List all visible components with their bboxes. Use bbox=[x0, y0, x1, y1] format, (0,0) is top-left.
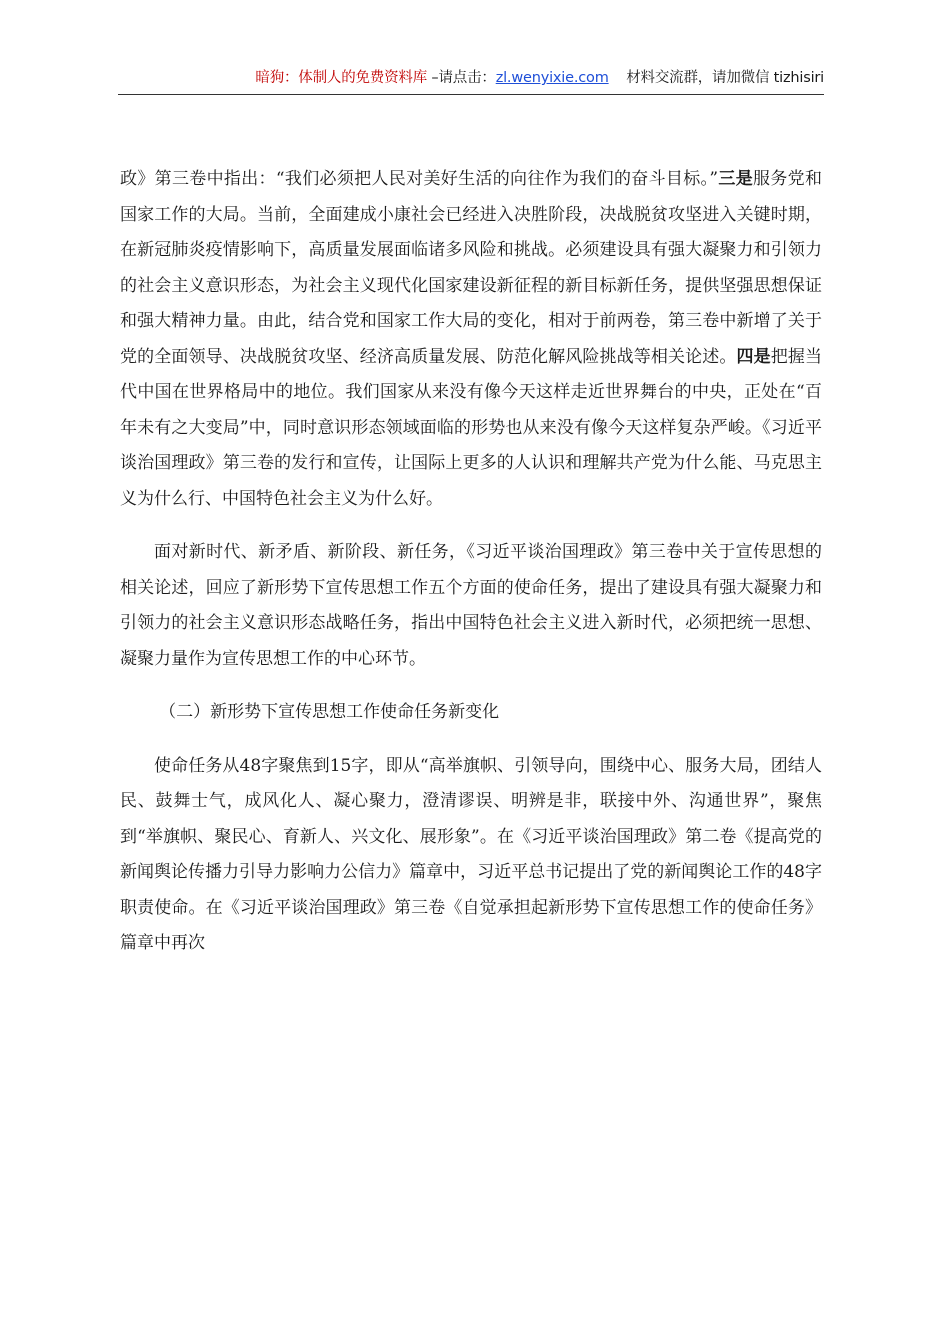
paragraph-2: 面对新时代、新矛盾、新阶段、新任务，《习近平谈治国理政》第三卷中关于宣传思想的相关论述，回应了新形势下宣传思想工作五个方面的使命任务，提出了建设具有强大凝聚力和引领力的社会主义意识形态战略任务，指出中国特色社会主义进入新时代，必须把统一思想、凝聚力量作为宣传思想工作的中心环节。 bbox=[120, 542, 822, 669]
paragraph-1-text-a: 政》第三卷中指出：“我们必须把人民对美好生活的向往作为我们的奋斗目标。” bbox=[120, 169, 719, 189]
header-group-text: 材料交流群，请加微信 tizhisiri bbox=[608, 70, 824, 86]
paragraph-1 bbox=[120, 162, 822, 517]
paragraph-1-text-b: 服务党和国家工作的大局。当前，全面建成小康社会已经进入决胜阶段，决战脱贫攻坚进入关键时期，在新冠肺炎疫情影响下，高质量发展面临诸多风险和挑战。必须建设具有强大凝聚力和引领力的社会主义意识形态，为社会主义现代化国家建设新征程的新目标新任务，提供坚强思想保证和强大精神力量。由此，结合党和国家工作大局的变化，相对于前两卷，第三卷中新增了关于党的全面领导、决战脱贫攻坚、经济高质量发展、防范化解风险挑战等相关论述。 bbox=[120, 169, 823, 367]
paragraph-1-bold-4: 四是 bbox=[736, 346, 771, 367]
page-header bbox=[118, 66, 824, 87]
header-brand: 暗狗：体制人的免费资料库 bbox=[255, 70, 428, 86]
paragraph-1-text-c: 把握当代中国在世界格局中的地位。我们国家从来没有像今天这样走近世界舞台的中央，正处在“百年未有之大变局”中，同时意识形态领域面临的形势也从来没有像今天这样复杂严峻。《习近平谈治国理政》第三卷的发行和宣传，让国际上更多的人认识和理解共产党为什么能、马克思主义为什么行、中国特色社会主义为什么好。 bbox=[120, 346, 822, 509]
paragraph-1-bold-3: 三是 bbox=[718, 169, 754, 189]
header-click-text: –请点击： bbox=[427, 70, 496, 86]
header-divider bbox=[118, 94, 824, 95]
paragraph-3: 使命任务从48字聚焦到15字，即从“高举旗帜、引领导向，围绕中心、服务大局，团结人民、鼓舞士气，成风化人、凝心聚力，澄清谬误、明辨是非，联接中外、沟通世界”，聚焦到“举旗帜、聚民心、育新人、兴文化、展形象”。在《习近平谈治国理政》第二卷《提高党的新闻舆论传播力引导力影响力公信力》篇章中，习近平总书记提出了党的新闻舆论工作的48字职责使命。在《习近平谈治国理政》第三卷《自觉承担起新形势下宣传思想工作的使命任务》篇章中再次 bbox=[120, 755, 822, 953]
section-heading: （二）新形势下宣传思想工作使命任务新变化 bbox=[159, 702, 500, 722]
header-link[interactable]: zl.wenyixie.com bbox=[495, 70, 609, 86]
document-body bbox=[120, 162, 822, 962]
